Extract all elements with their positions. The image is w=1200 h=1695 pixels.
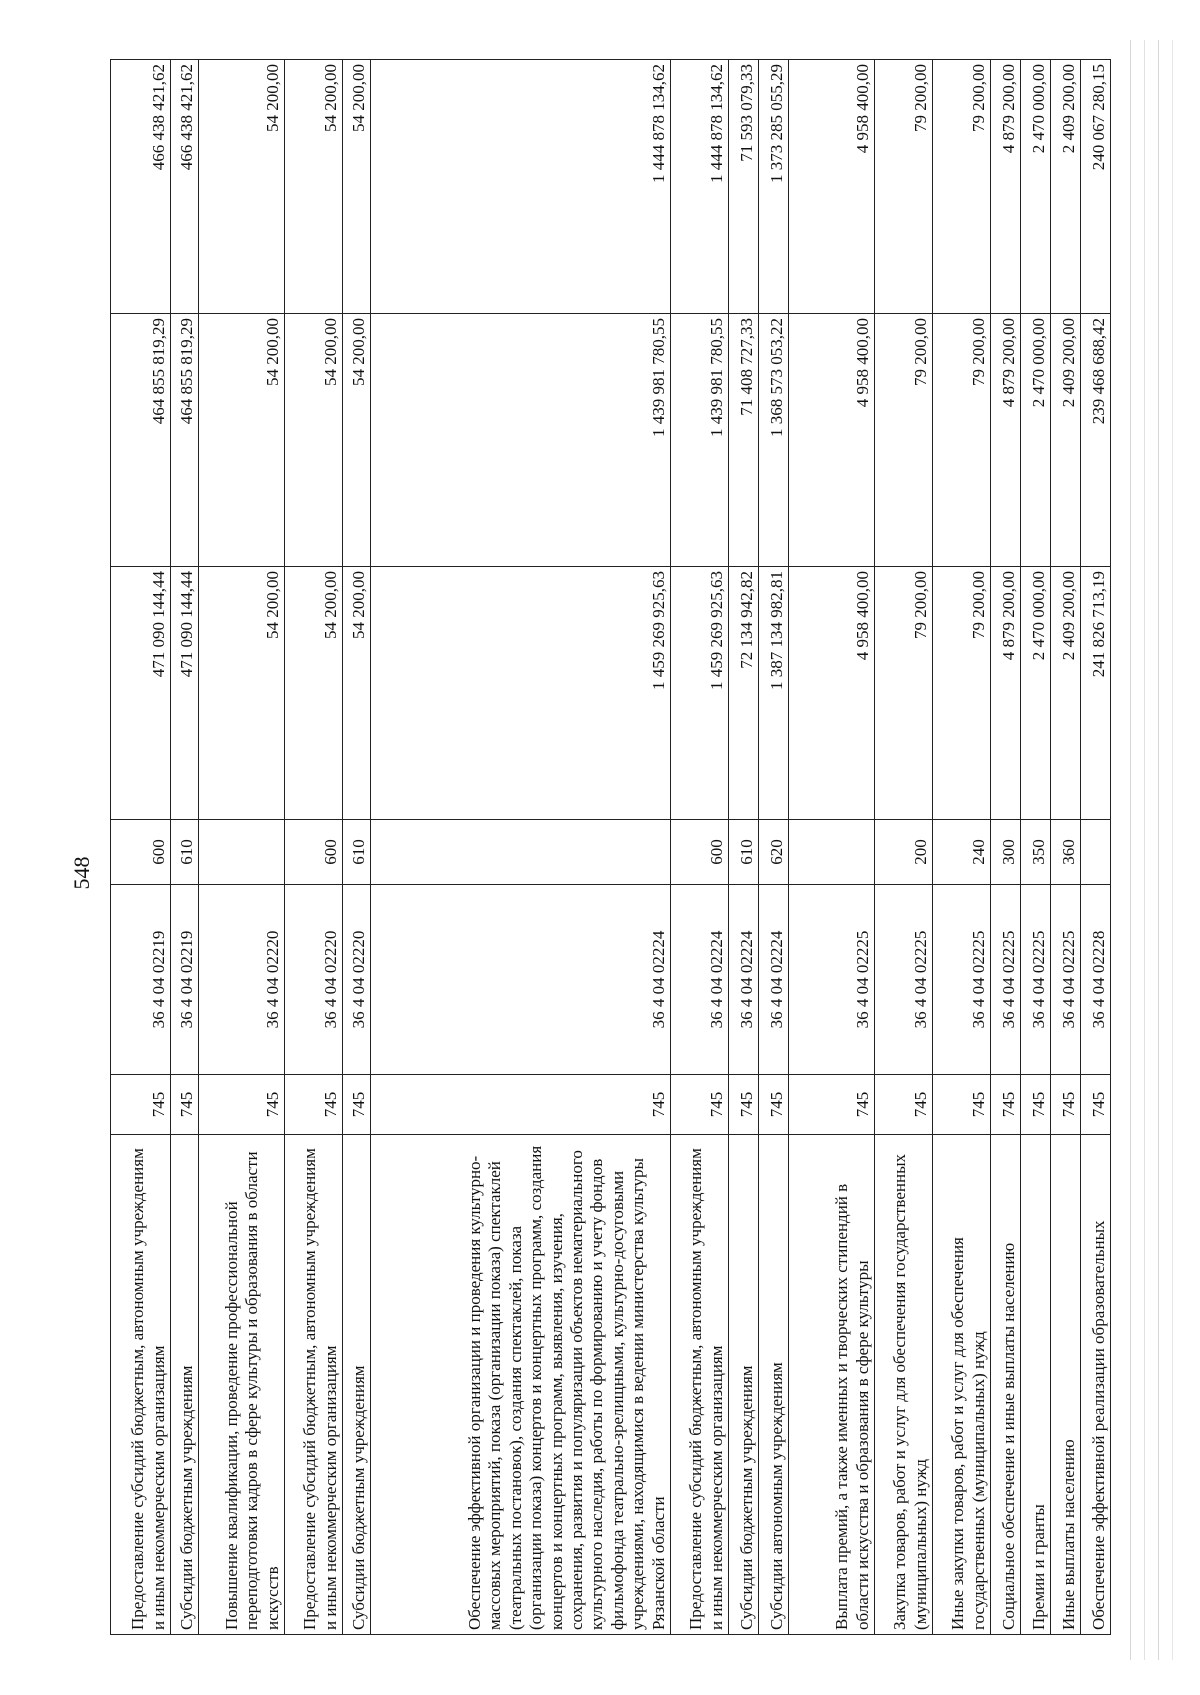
row-name: Иные выплаты населению — [1051, 1135, 1081, 1635]
csr-code: 36 4 04 02225 — [875, 885, 933, 1075]
amount-year-1: 1 387 134 982,81 — [759, 567, 789, 820]
amount-year-1: 4 879 200,00 — [991, 567, 1021, 820]
table-row — [343, 60, 371, 1635]
ved-code: 745 — [759, 1075, 789, 1135]
csr-code: 36 4 04 02220 — [199, 885, 285, 1075]
amount-year-3: 466 438 421,62 — [111, 60, 171, 314]
amount-year-2: 2 409 200,00 — [1051, 314, 1081, 567]
amount-year-1: 2 409 200,00 — [1051, 567, 1081, 820]
ved-code: 745 — [991, 1075, 1021, 1135]
row-name: Предоставление субсидий бюджетным, автономным учреждениям и иным некоммерческим организациям — [285, 1135, 343, 1635]
table-row — [1051, 60, 1081, 1635]
amount-year-2: 79 200,00 — [933, 314, 991, 567]
vr-code: 620 — [759, 820, 789, 885]
scan-edge-marks — [1110, 0, 1200, 1695]
vr-code — [199, 820, 285, 885]
table-row — [1021, 60, 1051, 1635]
row-name: Субсидии бюджетным учреждениям — [343, 1135, 371, 1635]
ved-code: 745 — [1021, 1075, 1051, 1135]
csr-code: 36 4 04 02225 — [789, 885, 875, 1075]
amount-year-1: 471 090 144,44 — [171, 567, 199, 820]
table-row — [759, 60, 789, 1635]
csr-code: 36 4 04 02220 — [285, 885, 343, 1075]
amount-year-3: 54 200,00 — [199, 60, 285, 314]
amount-year-2: 4 958 400,00 — [789, 314, 875, 567]
amount-year-1: 471 090 144,44 — [111, 567, 171, 820]
amount-year-2: 1 439 981 780,55 — [671, 314, 729, 567]
table-row — [933, 60, 991, 1635]
csr-code: 36 4 04 02220 — [343, 885, 371, 1075]
amount-year-1: 79 200,00 — [875, 567, 933, 820]
csr-code: 36 4 04 02225 — [1051, 885, 1081, 1075]
ved-code: 745 — [729, 1075, 759, 1135]
vr-code: 610 — [343, 820, 371, 885]
rotated-budget-table — [110, 60, 1108, 1635]
amount-year-2: 464 855 819,29 — [111, 314, 171, 567]
table-row — [199, 60, 285, 1635]
csr-code: 36 4 04 02224 — [671, 885, 729, 1075]
table-row — [671, 60, 729, 1635]
table-row — [729, 60, 759, 1635]
row-name: Социальное обеспечение и иные выплаты населению — [991, 1135, 1021, 1635]
vr-code: 200 — [875, 820, 933, 885]
amount-year-1: 54 200,00 — [285, 567, 343, 820]
csr-code: 36 4 04 02224 — [371, 885, 671, 1075]
amount-year-2: 1 439 981 780,55 — [371, 314, 671, 567]
ved-code: 745 — [875, 1075, 933, 1135]
ved-code: 745 — [111, 1075, 171, 1135]
ved-code: 745 — [371, 1075, 671, 1135]
amount-year-3: 1 444 878 134,62 — [371, 60, 671, 314]
row-name: Предоставление субсидий бюджетным, автономным учреждениям и иным некоммерческим организациям — [111, 1135, 171, 1635]
amount-year-1: 54 200,00 — [343, 567, 371, 820]
csr-code: 36 4 04 02225 — [1021, 885, 1051, 1075]
amount-year-2: 54 200,00 — [285, 314, 343, 567]
ved-code: 745 — [671, 1075, 729, 1135]
row-name: Закупка товаров, работ и услуг для обеспечения государственных (муниципальных) нужд — [875, 1135, 933, 1635]
vr-code — [371, 820, 671, 885]
amount-year-2: 54 200,00 — [199, 314, 285, 567]
table-row — [991, 60, 1021, 1635]
csr-code: 36 4 04 02228 — [1081, 885, 1111, 1075]
table-row — [111, 60, 171, 1635]
amount-year-1: 2 470 000,00 — [1021, 567, 1051, 820]
csr-code: 36 4 04 02225 — [991, 885, 1021, 1075]
table-body — [111, 60, 1111, 1635]
amount-year-3: 79 200,00 — [933, 60, 991, 314]
amount-year-2: 4 879 200,00 — [991, 314, 1021, 567]
amount-year-3: 79 200,00 — [875, 60, 933, 314]
csr-code: 36 4 04 02224 — [759, 885, 789, 1075]
table-row — [285, 60, 343, 1635]
amount-year-3: 466 438 421,62 — [171, 60, 199, 314]
vr-code: 240 — [933, 820, 991, 885]
row-name: Обеспечение эффективной организации и проведения культурно-массовых мероприятий, показа (организации показа) спектаклей (театральных постановок), создания спектаклей, показа (организации показа) концертов и концертных программ, создания концертов и концертных программ, выявления, изучения, сохранения, развития и популяризации объектов нематериального культурного наследия, работы по формированию и учету фондов фильмофонда театрально-зрелищными, культурно-досуговыми учреждениями, находящимися в ведении министерства культуры Рязанской области — [371, 1135, 671, 1635]
amount-year-2: 79 200,00 — [875, 314, 933, 567]
table-row — [1081, 60, 1111, 1635]
amount-year-3: 2 470 000,00 — [1021, 60, 1051, 314]
amount-year-3: 2 409 200,00 — [1051, 60, 1081, 314]
vr-code: 300 — [991, 820, 1021, 885]
ved-code: 745 — [1081, 1075, 1111, 1135]
amount-year-3: 71 593 079,33 — [729, 60, 759, 314]
ved-code: 745 — [789, 1075, 875, 1135]
row-name: Премии и гранты — [1021, 1135, 1051, 1635]
ved-code: 745 — [199, 1075, 285, 1135]
amount-year-1: 54 200,00 — [199, 567, 285, 820]
amount-year-2: 1 368 573 053,22 — [759, 314, 789, 567]
row-name: Иные закупки товаров, работ и услуг для обеспечения государственных (муниципальных) нужд — [933, 1135, 991, 1635]
row-name: Повышение квалификации, проведение профессиональной переподготовки кадров в сфере культуры и образования в области искусств — [199, 1135, 285, 1635]
ved-code: 745 — [171, 1075, 199, 1135]
amount-year-1: 4 958 400,00 — [789, 567, 875, 820]
csr-code: 36 4 04 02224 — [729, 885, 759, 1075]
amount-year-3: 4 879 200,00 — [991, 60, 1021, 314]
amount-year-3: 4 958 400,00 — [789, 60, 875, 314]
ved-code: 745 — [933, 1075, 991, 1135]
amount-year-1: 1 459 269 925,63 — [671, 567, 729, 820]
csr-code: 36 4 04 02219 — [111, 885, 171, 1075]
row-name: Субсидии бюджетным учреждениям — [171, 1135, 199, 1635]
vr-code: 610 — [171, 820, 199, 885]
amount-year-2: 71 408 727,33 — [729, 314, 759, 567]
amount-year-2: 464 855 819,29 — [171, 314, 199, 567]
amount-year-1: 79 200,00 — [933, 567, 991, 820]
vr-code: 600 — [671, 820, 729, 885]
table-row — [875, 60, 933, 1635]
ved-code: 745 — [285, 1075, 343, 1135]
vr-code — [789, 820, 875, 885]
amount-year-3: 54 200,00 — [285, 60, 343, 314]
amount-year-2: 239 468 688,42 — [1081, 314, 1111, 567]
amount-year-1: 1 459 269 925,63 — [371, 567, 671, 820]
amount-year-3: 1 373 285 055,29 — [759, 60, 789, 314]
row-name: Субсидии автономным учреждениям — [759, 1135, 789, 1635]
vr-code: 610 — [729, 820, 759, 885]
vr-code: 360 — [1051, 820, 1081, 885]
row-name: Предоставление субсидий бюджетным, автономным учреждениям и иным некоммерческим организациям — [671, 1135, 729, 1635]
budget-table — [110, 59, 1111, 1635]
amount-year-3: 1 444 878 134,62 — [671, 60, 729, 314]
vr-code: 600 — [285, 820, 343, 885]
row-name: Обеспечение эффективной реализации образовательных — [1081, 1135, 1111, 1635]
amount-year-3: 54 200,00 — [343, 60, 371, 314]
amount-year-3: 240 067 280,15 — [1081, 60, 1111, 314]
vr-code: 600 — [111, 820, 171, 885]
row-name: Субсидии бюджетным учреждениям — [729, 1135, 759, 1635]
vr-code — [1081, 820, 1111, 885]
page-number: 548 — [69, 856, 94, 890]
table-row — [789, 60, 875, 1635]
vr-code: 350 — [1021, 820, 1051, 885]
amount-year-1: 241 826 713,19 — [1081, 567, 1111, 820]
csr-code: 36 4 04 02219 — [171, 885, 199, 1075]
amount-year-2: 54 200,00 — [343, 314, 371, 567]
table-row — [371, 60, 671, 1635]
amount-year-2: 2 470 000,00 — [1021, 314, 1051, 567]
row-name: Выплата премий, а также именных и творческих стипендий в области искусства и образования в сфере культуры — [789, 1135, 875, 1635]
ved-code: 745 — [1051, 1075, 1081, 1135]
csr-code: 36 4 04 02225 — [933, 885, 991, 1075]
table-row — [171, 60, 199, 1635]
ved-code: 745 — [343, 1075, 371, 1135]
amount-year-1: 72 134 942,82 — [729, 567, 759, 820]
